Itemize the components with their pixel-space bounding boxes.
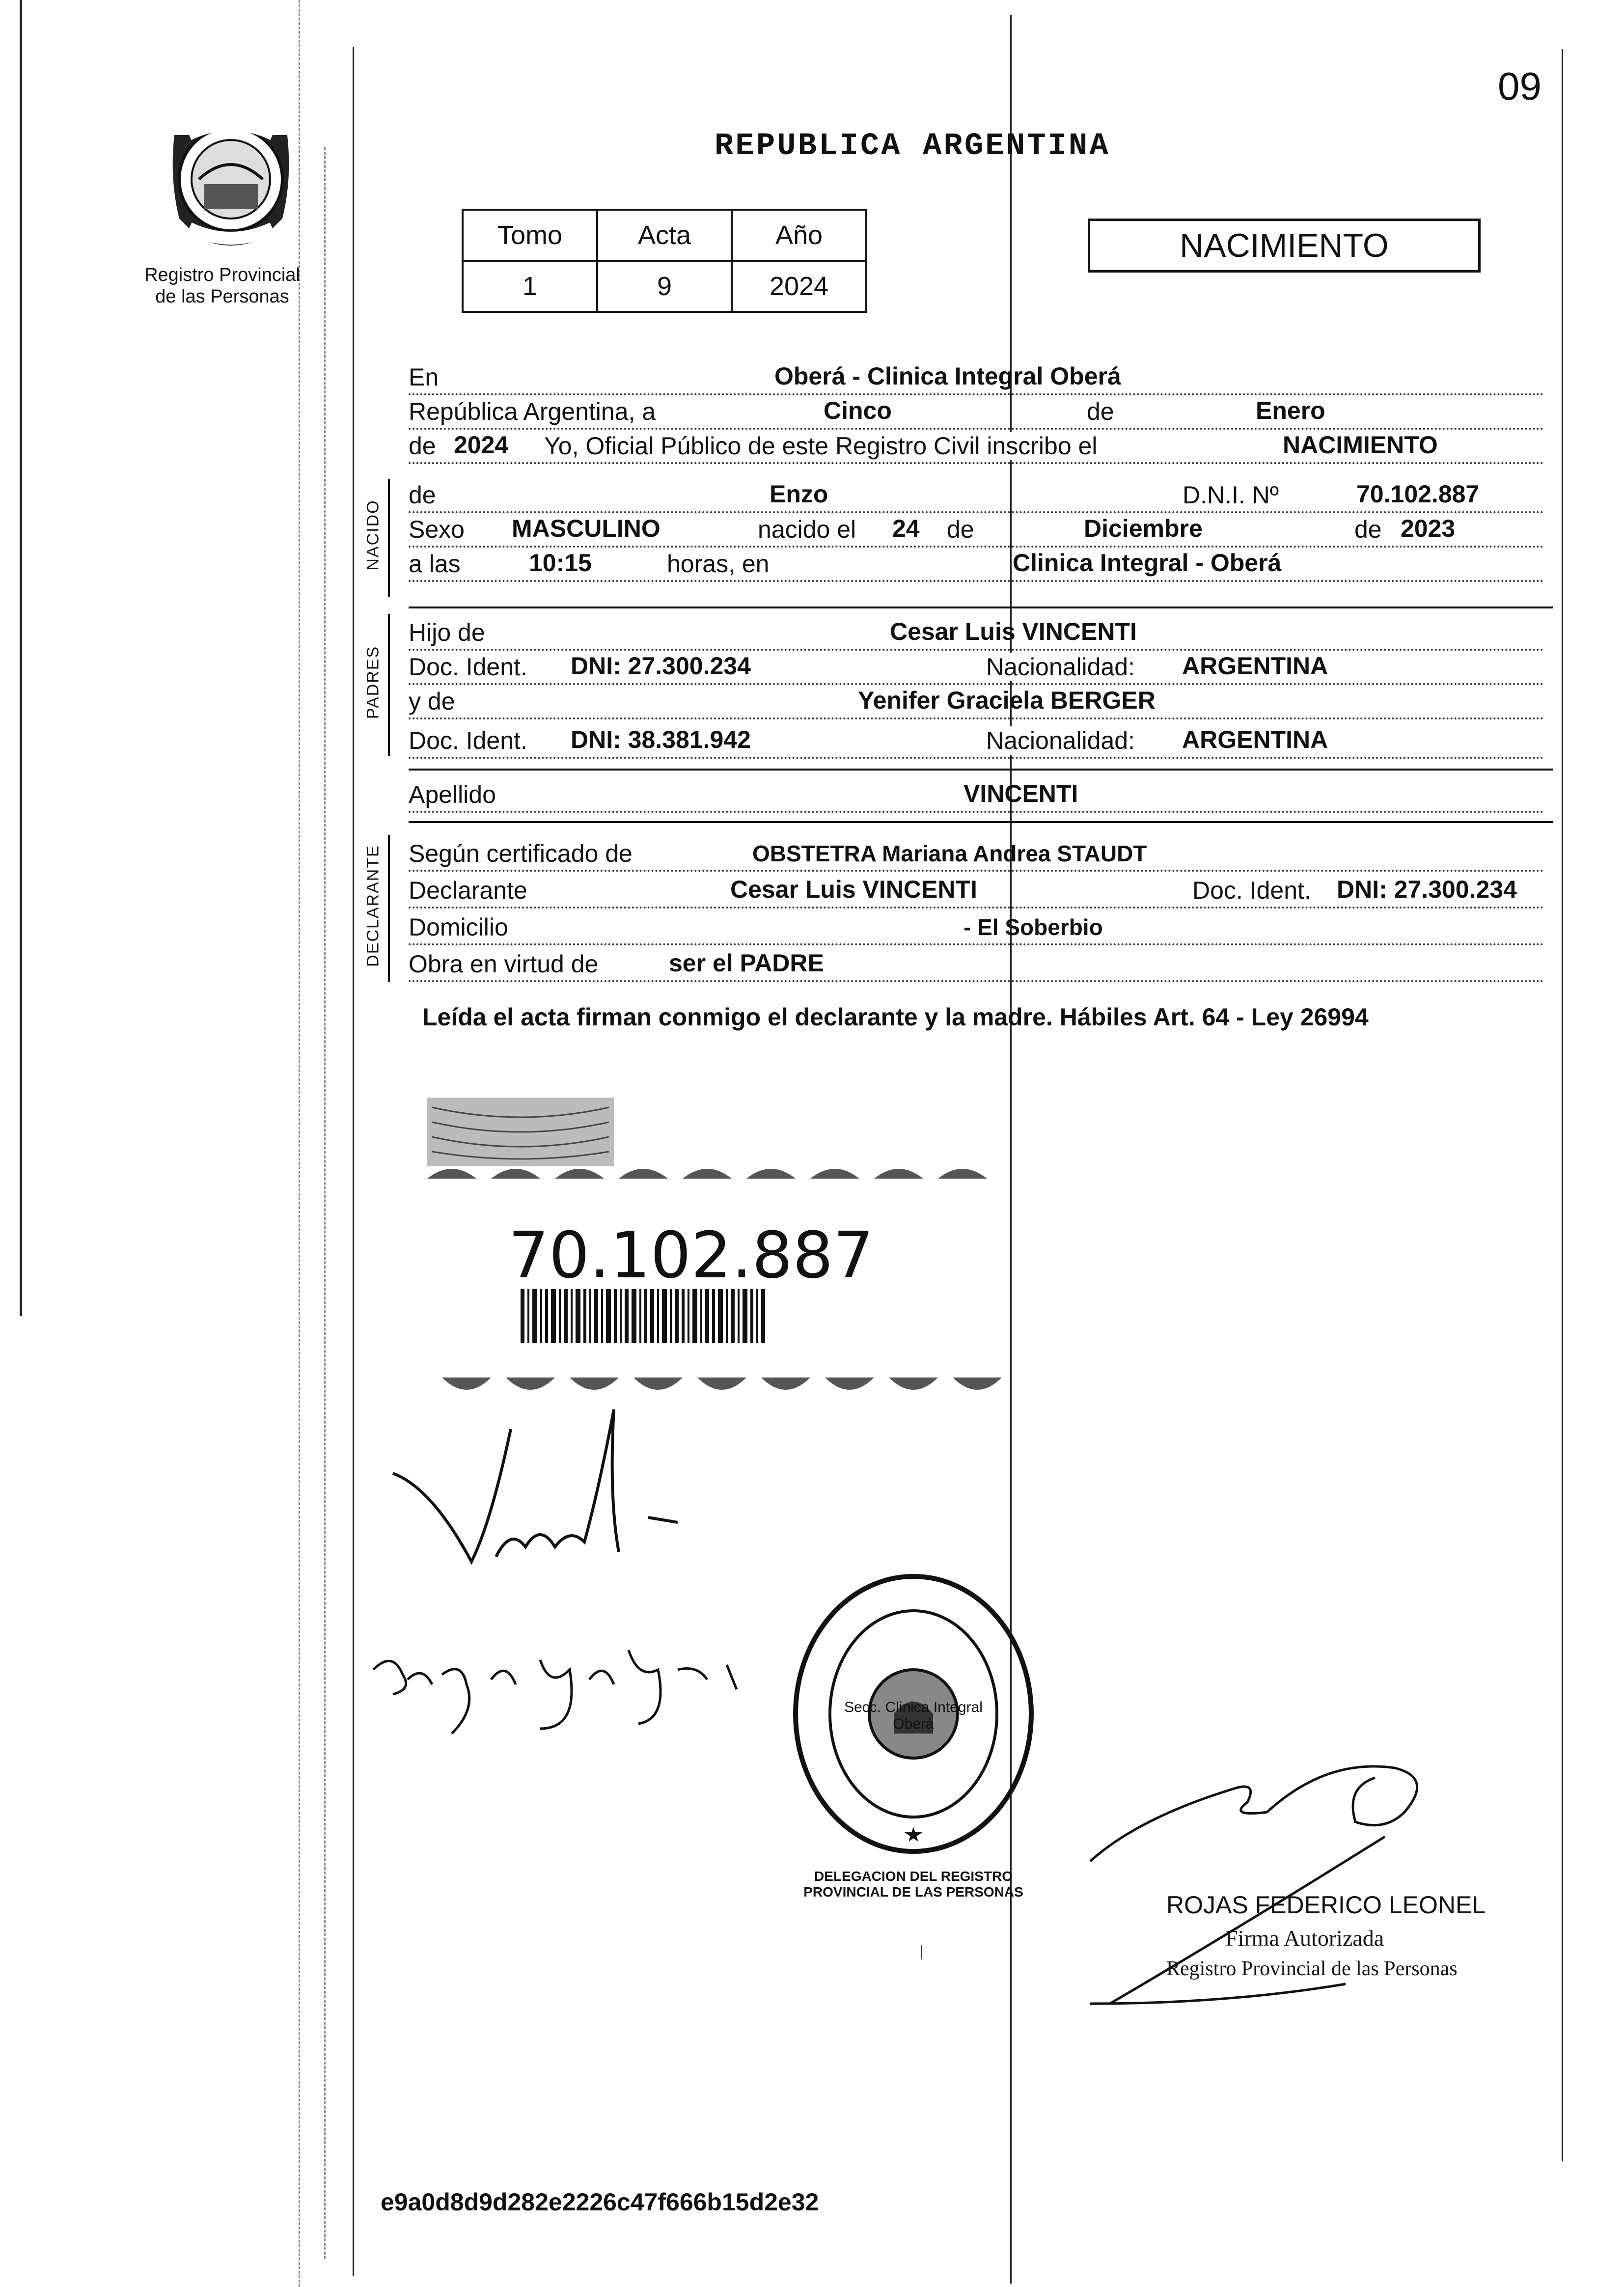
- registry-name-line1: Registro Provincial: [144, 265, 300, 285]
- content-right-rule: [1562, 49, 1563, 2161]
- label-sexo: Sexo: [409, 515, 468, 544]
- value-father-doc: DNI: 27.300.234: [571, 652, 751, 680]
- label-de-year: de: [409, 432, 439, 460]
- official-name: ROJAS FEDERICO LEONEL: [1166, 1891, 1486, 1919]
- nacido-section-bar: [388, 479, 390, 597]
- value-child-name: Enzo: [770, 480, 828, 508]
- label-hijo-de: Hijo de: [409, 618, 488, 647]
- center-fold-rule: [1010, 15, 1012, 2284]
- label-de-birth-year: de: [1351, 515, 1385, 544]
- side-label-nacido: NACIDO: [363, 499, 383, 571]
- value-mother-name: Yenifer Graciela BERGER: [858, 687, 1156, 714]
- row-mother-doc: [409, 724, 1544, 759]
- value-birth-year: 2023: [1401, 515, 1456, 542]
- label-dni-no: D.N.I. Nº: [1180, 481, 1282, 509]
- value-declarant-doc: DNI: 27.300.234: [1337, 876, 1517, 903]
- acta-value: 9: [597, 261, 732, 312]
- value-birth-time: 10:15: [529, 549, 592, 577]
- value-year: 2024: [454, 431, 509, 459]
- separator-nacido: [409, 606, 1553, 608]
- label-segun-certificado: Según certificado de: [409, 839, 635, 868]
- content-left-rule: [353, 47, 354, 2276]
- province-logo: [160, 106, 302, 253]
- row-date: [409, 395, 1544, 430]
- ano-header: Año: [732, 210, 866, 261]
- label-de-birth-month: de: [944, 515, 977, 544]
- label-nacionalidad-father: Nacionalidad:: [983, 653, 1138, 681]
- value-address: - El Soberbio: [963, 914, 1103, 940]
- official-role: Firma Autorizada: [1225, 1926, 1384, 1951]
- label-nacido-el: nacido el: [755, 515, 859, 544]
- small-mark: [921, 1945, 922, 1959]
- label-declarante: Declarante: [409, 876, 530, 905]
- left-margin-rule: [20, 0, 22, 1316]
- label-en: En: [409, 363, 441, 391]
- value-father-nationality: ARGENTINA: [1182, 652, 1328, 680]
- value-birth-month: Diciembre: [1084, 515, 1203, 542]
- left-dashed-rule: [299, 0, 300, 2287]
- registry-name-line2: de las Personas: [155, 286, 289, 307]
- label-doc-ident-father: Doc. Ident.: [409, 653, 530, 681]
- registry-name: [140, 264, 304, 307]
- row-year-act: [409, 430, 1544, 464]
- label-nacionalidad-mother: Nacionalidad:: [983, 726, 1138, 755]
- label-horas-en: horas, en: [664, 550, 772, 578]
- value-mother-doc: DNI: 38.381.942: [571, 726, 751, 753]
- country-title: REPUBLICA ARGENTINA: [715, 129, 1110, 164]
- row-sex-birth: [409, 513, 1544, 548]
- value-birth-place: Clinica Integral - Oberá: [1013, 549, 1282, 577]
- closing-statement: Leída el acta firman conmigo el declarante y la madre. Hábiles Art. 64 - Ley 26994: [422, 1003, 1369, 1031]
- label-apellido: Apellido: [409, 780, 499, 809]
- value-month: Enero: [1256, 397, 1325, 424]
- side-label-declarante: DECLARANTE: [363, 845, 383, 967]
- row-place: [409, 361, 1544, 395]
- row-time-place: [409, 548, 1544, 582]
- label-republica: República Argentina, a: [409, 397, 659, 426]
- row-declarant: [409, 874, 1544, 909]
- tomo-value: 1: [463, 261, 597, 312]
- value-birth-day: 24: [892, 515, 920, 542]
- row-surname: [409, 778, 1544, 813]
- value-act-type: NACIMIENTO: [1283, 431, 1438, 459]
- tomo-header: Tomo: [463, 210, 597, 261]
- left-dashed-rule-2: [324, 147, 326, 2259]
- row-address: [409, 911, 1544, 945]
- padres-section-bar: [388, 614, 390, 756]
- page-number: 09: [1498, 64, 1541, 108]
- declarante-section-bar: [388, 835, 390, 982]
- row-acting-as: [409, 948, 1544, 982]
- row-father: [409, 616, 1544, 651]
- declarant-signature: [383, 1400, 717, 1596]
- row-child-name: [409, 479, 1544, 513]
- label-doc-ident-mother: Doc. Ident.: [409, 726, 530, 755]
- value-acting-as: ser el PADRE: [669, 949, 824, 977]
- separator-padres: [409, 769, 1553, 771]
- stamp-inner-text: Secc. Clinica Integral Oberá: [844, 1699, 983, 1732]
- value-sex: MASCULINO: [512, 515, 661, 542]
- document-type-box: NACIMIENTO: [1088, 219, 1481, 273]
- value-child-dni: 70.102.887: [1356, 480, 1480, 508]
- label-a-las: a las: [409, 550, 464, 578]
- mother-signature: [363, 1621, 766, 1743]
- barcode-number: 70.102.887: [508, 1218, 874, 1293]
- row-mother: [409, 685, 1544, 719]
- barcode-sticker: [422, 1093, 1007, 1412]
- barcode: [521, 1289, 765, 1343]
- stamp-outer-text: DELEGACION DEL REGISTRO PROVINCIAL DE LAS PERSONAS: [803, 1869, 1023, 1900]
- value-declarant: Cesar Luis VINCENTI: [730, 876, 977, 903]
- separator-apellido: [409, 821, 1553, 823]
- value-certificate-by: OBSTETRA Mariana Andrea STAUDT: [752, 841, 1147, 866]
- label-doc-ident-declarant: Doc. Ident.: [1189, 876, 1314, 905]
- label-y-de: y de: [409, 687, 458, 716]
- document-hash: e9a0d8d9d282e2226c47f666b15d2e32: [381, 2188, 819, 2216]
- value-mother-nationality: ARGENTINA: [1182, 726, 1328, 753]
- value-day: Cinco: [824, 397, 892, 424]
- label-domicilio: Domicilio: [409, 913, 511, 941]
- value-father-name: Cesar Luis VINCENTI: [890, 618, 1137, 645]
- value-surname: VINCENTI: [963, 780, 1078, 807]
- label-obra-en-virtud: Obra en virtud de: [409, 950, 601, 978]
- acta-header: Acta: [597, 210, 732, 261]
- label-yo-oficial: Yo, Oficial Público de este Registro Civil inscribo el: [541, 432, 1100, 460]
- registration-table: [462, 209, 867, 313]
- ano-value: 2024: [732, 261, 866, 312]
- official-office: Registro Provincial de las Personas: [1166, 1957, 1458, 1980]
- row-father-doc: [409, 651, 1544, 685]
- side-label-padres: PADRES: [363, 645, 383, 719]
- label-de-name: de: [409, 481, 439, 509]
- value-place: Oberá - Clinica Integral Oberá: [774, 362, 1121, 390]
- label-de-month: de: [1084, 397, 1117, 426]
- row-certificate: [409, 837, 1544, 872]
